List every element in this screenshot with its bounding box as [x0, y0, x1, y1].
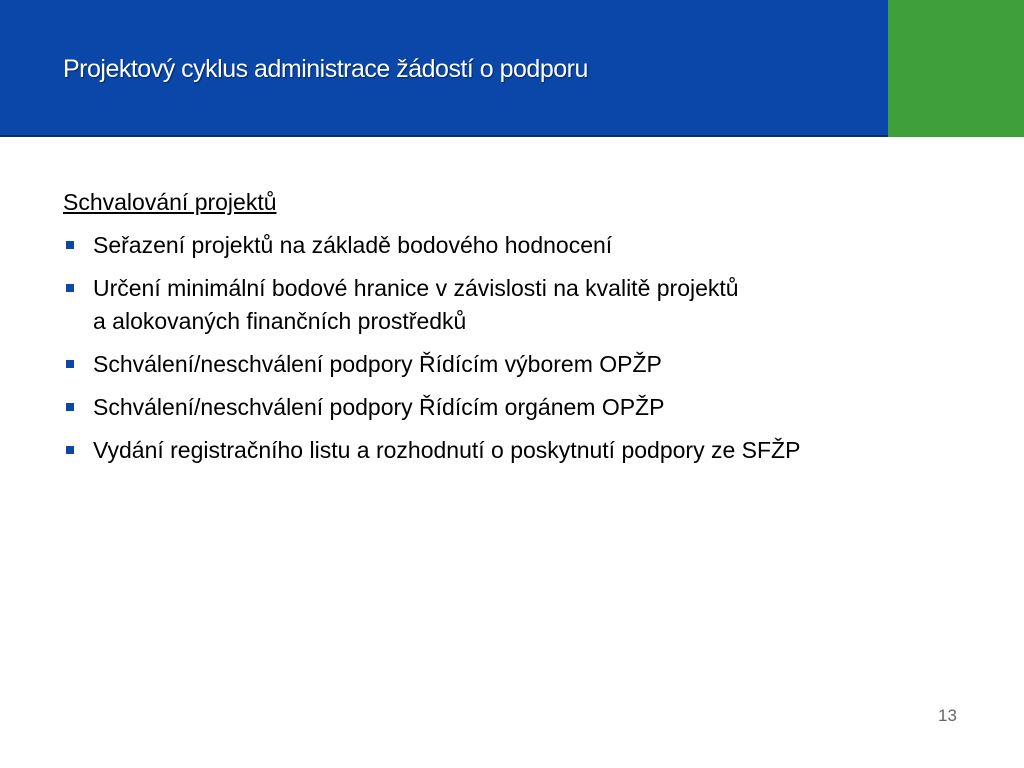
section-heading: Schvalování projektů: [63, 189, 277, 215]
bullet-item: [63, 272, 993, 338]
bullet-item: [63, 434, 993, 467]
bullet-text: Seřazení projektů na základě bodového hodnocení: [93, 232, 613, 258]
slide-content: [63, 186, 993, 477]
bullet-text: Vydání registračního listu a rozhodnutí o poskytnutí podpory ze SFŽP: [93, 437, 801, 463]
slide-title: Projektový cyklus administrace žádostí o podporu: [63, 55, 588, 83]
bullet-text: Určení minimální bodové hranice v závislosti na kvalitě projektů: [93, 275, 739, 301]
bullet-item: [63, 229, 993, 262]
bullet-text-continuation: a alokovaných finančních prostředků: [93, 308, 467, 334]
square-bullet-icon: [66, 446, 74, 454]
square-bullet-icon: [66, 284, 74, 292]
bullet-item: [63, 391, 993, 424]
bullet-text: Schválení/neschválení podpory Řídícím orgánem OPŽP: [93, 394, 665, 420]
square-bullet-icon: [66, 360, 74, 368]
header-accent-block: [888, 0, 1024, 137]
bullet-text: Schválení/neschválení podpory Řídícím výborem OPŽP: [93, 351, 662, 377]
bullet-list: [63, 229, 993, 467]
page-number: 13: [938, 706, 957, 725]
square-bullet-icon: [66, 241, 74, 249]
square-bullet-icon: [66, 403, 74, 411]
bullet-item: [63, 348, 993, 381]
